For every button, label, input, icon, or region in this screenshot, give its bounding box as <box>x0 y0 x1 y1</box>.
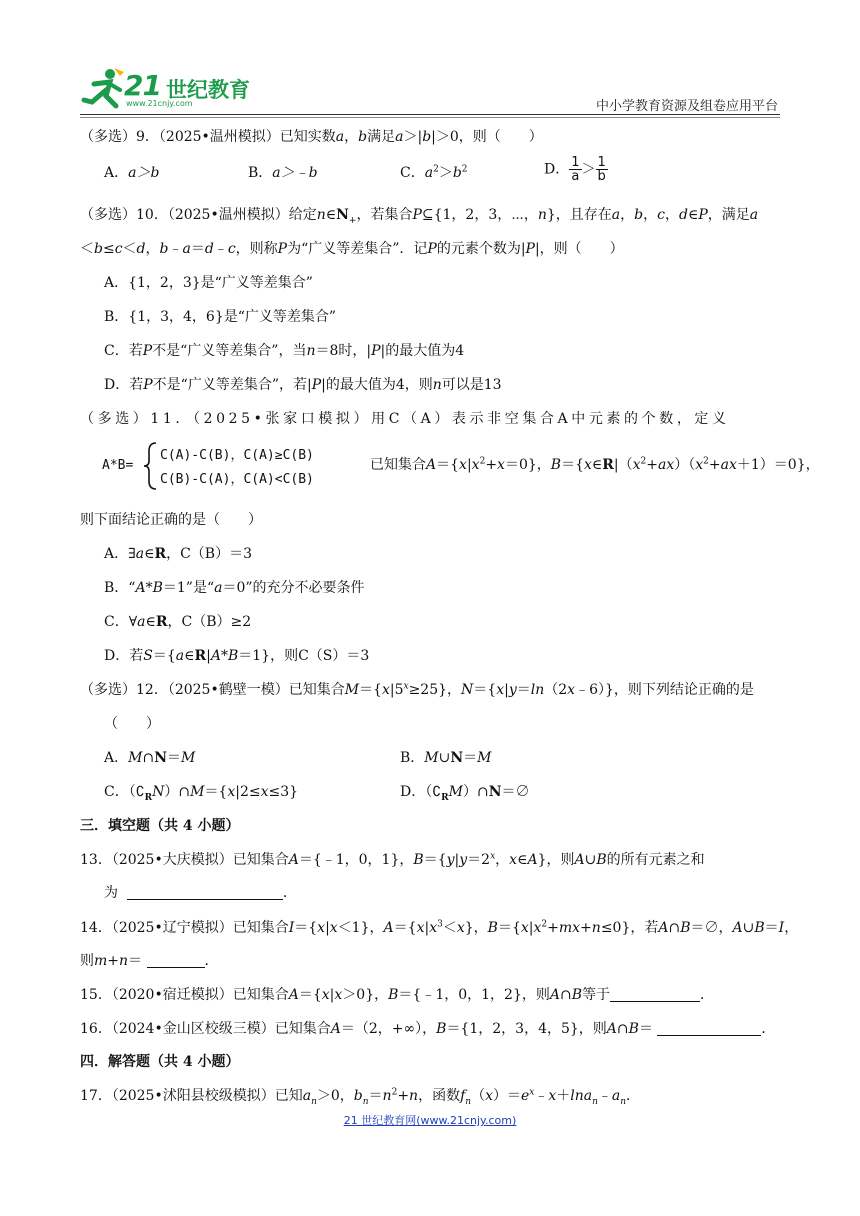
q11-def-case2: C(B)-C(A)，C(A)<C(B) <box>160 472 314 487</box>
q16-answer-blank[interactable] <box>657 1021 761 1036</box>
q15-stem: 15．（2020•宿迁模拟）已知集合A＝{x|x＞0}，B＝{﹣1，0，1，2}，则A∩B等于 ． <box>80 987 715 1003</box>
q11-option-a: A．∃a∈R，C（B）＝3 <box>104 546 253 562</box>
q10-option-c: C．若P不是“广义等差集合”，当n＝8时，|P|的最大值为4 <box>104 343 465 359</box>
q13-answer-blank[interactable] <box>127 885 283 900</box>
q17-stem: 17．（2025•沭阳县校级模拟）已知$a_n>0$，$b_n=n^2+n$，函数$f_n(x)=e^x﹣x+\ln a_n﹣a_n$． <box>80 1087 641 1107</box>
header-divider-thin <box>80 117 780 118</box>
q14-stem-line2: 则m+n＝ ． <box>80 953 219 969</box>
q14-answer-blank[interactable] <box>147 953 205 968</box>
header-divider <box>80 114 780 115</box>
q13-stem-line2: 为 ． <box>104 885 297 901</box>
q9-option-a: A．a＞b <box>104 165 160 181</box>
section-answer-heading: 四．解答题（共 4 小题） <box>80 1054 240 1070</box>
q12-stem-line2: （ ） <box>104 716 160 732</box>
q12-option-a: A．M∩N＝M <box>104 750 196 766</box>
section-fill-in-heading: 三．填空题（共 4 小题） <box>80 818 240 834</box>
q16-stem: 16．（2024•金山区校级三模）已知集合A＝（2，+∞），B＝{1，2，3，4，5}，则A∩B＝ ． <box>80 1021 776 1037</box>
q11-option-d: D．若S＝{a∈R|A*B＝1}，则C（S）＝3 <box>104 648 370 664</box>
q10-option-d: D．若P不是“广义等差集合”，若|P|的最大值为4，则n可以是13 <box>104 377 502 393</box>
q14-stem-line1: 14．（2025•辽宁模拟）已知集合I＝{x|x＜1}，$A=\{x|x^3<x\}$，$B=\{x|x^2+mx+n\le 0\}$，若A∩B＝∅，A∪B＝I， <box>80 919 799 936</box>
q9-stem: （多选）9．（2025•温州模拟）已知实数a，b满足a＞|b|＞0，则（ ） <box>80 129 543 145</box>
logo-url: www.21cnjy.com <box>126 99 193 108</box>
q9-option-d: D． $\frac{1}{a}$ ＞ $\frac{1}{b}$ <box>544 155 606 184</box>
footer-link[interactable]: 21 世纪教育网(www.21cnjy.com) <box>343 1114 517 1127</box>
q11-option-b: B．“A*B＝1”是“a＝0”的充分不必要条件 <box>104 580 365 596</box>
q11-def-lhs: A*B= <box>102 458 134 473</box>
q11-definition <box>80 438 820 494</box>
brand-logo <box>80 62 255 114</box>
q12-option-c: C．$(∁_RN)\cap M=\{x|2\le x\le 3\}$ <box>104 784 299 803</box>
q15-answer-blank[interactable] <box>610 987 700 1002</box>
q10-stem-line2: ＜b≤c＜d，b﹣a＝d﹣c，则称P为“广义等差集合”．记P的元素个数为|P|，则（ ） <box>80 241 624 257</box>
brace-icon <box>142 441 158 491</box>
q11-stem-line1: （多选）11．（2025•张家口模拟）用C（A）表示非空集合A中元素的个数，定义 <box>80 411 730 427</box>
q9-option-c: C．$a^2>b^2$ <box>400 164 468 181</box>
q9-option-b: B．a＞﹣b <box>248 165 318 181</box>
q11-stem-line3: 则下面结论正确的是（ ） <box>80 512 262 528</box>
q10-stem-line1: （多选）10．（2025•温州模拟）给定$n\in N_+$，若集合P⊆{1，2，3，⋯，n}，且存在a，b，c，d∈P，满足a <box>80 207 759 226</box>
q10-option-b: B．{1，3，4，6}是“广义等差集合” <box>104 309 337 325</box>
logo-text: 世纪教育 <box>166 78 250 102</box>
q11-def-case1: C(A)-C(B)，C(A)≥C(B) <box>160 448 314 463</box>
header-tagline: 中小学教育资源及组卷应用平台 <box>595 99 778 114</box>
q12-option-b: B．M∪N＝M <box>400 750 492 766</box>
q11-option-c: C．∀a∈R，C（B）≥2 <box>104 614 252 630</box>
q10-option-a: A．{1，2，3}是“广义等差集合” <box>104 275 313 291</box>
q11-def-tail: 已知集合$A=\{x|x^2+x=0\}$，$B=\{x\in R|(x^2+ax)(x^2+ax+1)=0\}$， <box>370 456 820 473</box>
q12-stem-line1: （多选）12．（2025•鹤壁一模）已知集合$M=\{x|5^x\ge 25\}$，N＝{x|y＝ln（2x﹣6）}，则下列结论正确的是 <box>80 681 754 698</box>
q13-stem-line1: 13．（2025•大庆模拟）已知集合A＝{﹣1，0，1}，$B=\{y|y=2^x$，x∈A}，则A∪B的所有元素之和 <box>80 851 705 868</box>
runner-icon <box>80 66 126 112</box>
logo-number: 21 <box>124 69 161 102</box>
q12-option-d: D．$(∁_RM)\cap N=\emptyset$ <box>400 784 530 803</box>
page-header <box>80 62 780 118</box>
